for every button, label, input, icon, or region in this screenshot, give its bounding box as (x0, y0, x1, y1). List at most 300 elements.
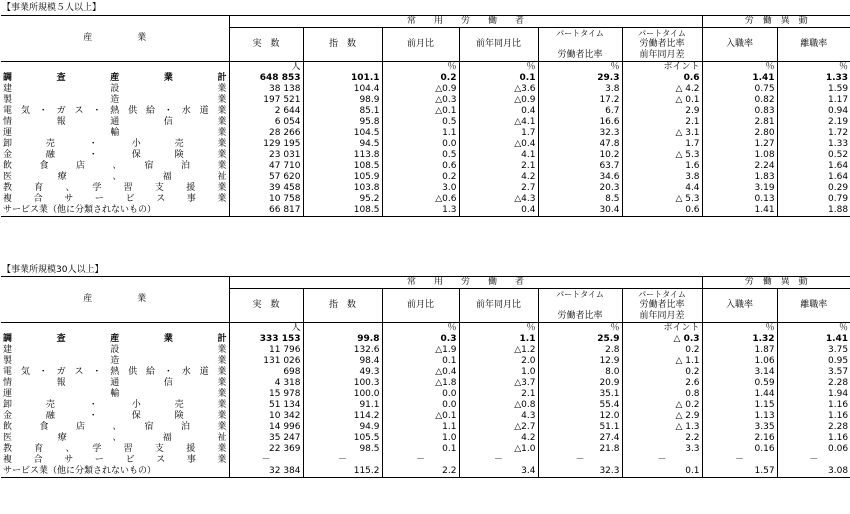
value-ptd: △ 5.3 (622, 194, 702, 205)
header-mom: 前月比 (382, 289, 459, 323)
value-actual: 28 266 (229, 128, 303, 139)
header-group-turnover: 労 働 異 動 (702, 16, 850, 28)
value-sep: 0.95 (828, 356, 849, 366)
table-row (1, 172, 850, 183)
value-index: 104.5 (303, 128, 382, 139)
value-ptd: △ 1.3 (622, 422, 702, 433)
value-yoy: △4.1 (459, 117, 538, 128)
value-yoy: 1.0 (459, 367, 538, 378)
value-hire: 0.82 (702, 95, 777, 106)
header-ptdiff-top: パートタイム (622, 289, 702, 301)
value-pt: 10.2 (538, 150, 622, 161)
value-sep: 1.17 (828, 95, 849, 105)
stats-table-5plus (1, 15, 850, 217)
table-row (1, 345, 850, 356)
value-mom: △0.9 (382, 84, 459, 95)
value-mom: 0.3 (382, 334, 459, 345)
industry-name: 情 報 通 信 業 (1, 378, 229, 389)
value-sep: 1.64 (828, 172, 849, 182)
value-actual: 22 369 (229, 444, 303, 455)
value-sep: 3.08 (777, 466, 850, 478)
value-hire: 1.57 (702, 466, 777, 478)
unit-row (1, 62, 850, 74)
value-yoy: 2.1 (459, 389, 538, 400)
table-body (1, 62, 850, 217)
table-row (1, 84, 850, 95)
value-actual: 23 031 (229, 150, 303, 161)
value-hire: 1.15 (702, 400, 777, 411)
value-mom: 0.0 (382, 139, 459, 150)
value-mom: 0.2 (382, 73, 459, 84)
industry-name: サービス業（他に分類されないもの） (1, 466, 229, 478)
table-row (1, 95, 850, 106)
value-sep: 2.19 (828, 117, 849, 127)
value-ptd: 3.3 (622, 444, 702, 455)
value-pt: 51.1 (538, 422, 622, 433)
header-ptdiff (622, 39, 702, 62)
value-index: 104.4 (303, 84, 382, 95)
header-yoy: 前年同月比 (459, 289, 538, 323)
value-sep: 0.29 (828, 183, 849, 193)
unit-cell: ％ (459, 62, 538, 74)
value-sep: 1.41 (825, 334, 849, 344)
unit-cell: ％ (839, 323, 849, 333)
value-pt: 17.2 (538, 95, 622, 106)
value-hire: 1.32 (702, 334, 777, 345)
value-actual: 32 384 (229, 466, 303, 478)
value-actual: 15 978 (229, 389, 303, 400)
table-row (1, 444, 850, 455)
value-actual: 2 644 (229, 106, 303, 117)
value-mom: 1.0 (382, 433, 459, 444)
value-index: 94.5 (303, 139, 382, 150)
table-row (1, 194, 850, 205)
header-ptdiff-line2: 前年同月差 (639, 311, 685, 321)
value-yoy: 2.7 (459, 183, 538, 194)
value-pt: 34.6 (538, 172, 622, 183)
value-ptd: △ 3.1 (622, 128, 702, 139)
table-row (1, 161, 850, 172)
value-index: 105.9 (303, 172, 382, 183)
value-actual: 10 758 (229, 194, 303, 205)
value-yoy: 2.0 (459, 356, 538, 367)
value-actual: 11 796 (229, 345, 303, 356)
value-actual: 35 247 (229, 433, 303, 444)
value-actual: 47 710 (229, 161, 303, 172)
header-actual: 実 数 (229, 289, 303, 323)
header-actual: 実 数 (229, 28, 303, 62)
value-actual: － (229, 455, 303, 466)
header-index: 指 数 (303, 28, 382, 62)
value-hire: 1.83 (702, 172, 777, 183)
value-yoy: △4.3 (459, 194, 538, 205)
value-pt: 2.8 (538, 345, 622, 356)
value-hire: 2.24 (702, 161, 777, 172)
value-hire: 2.81 (702, 117, 777, 128)
value-hire: 1.06 (702, 356, 777, 367)
value-pt: 32.3 (538, 466, 622, 478)
industry-name: 医 療 、 福 祉 (1, 172, 229, 183)
header-ptdiff-line2: 前年同月差 (639, 50, 685, 60)
value-mom: 3.0 (382, 183, 459, 194)
industry-name: 飲 食 店 、 宿 泊 業 (1, 422, 229, 433)
value-actual: 648 853 (229, 73, 303, 84)
header-hire: 入職率 (702, 289, 777, 323)
value-index: 105.5 (303, 433, 382, 444)
industry-name: 教 育 、 学 習 支 援 業 (1, 183, 229, 194)
industry-name: 卸 売 ・ 小 売 業 (1, 400, 229, 411)
value-mom: 1.3 (382, 205, 459, 217)
value-ptd: △ 0.1 (622, 95, 702, 106)
industry-name: 製 造 業 (1, 95, 229, 106)
value-index: 95.2 (303, 194, 382, 205)
table-row (1, 73, 850, 84)
value-mom: 1.1 (382, 422, 459, 433)
value-ptd: 4.4 (622, 183, 702, 194)
value-sep: 1.16 (828, 411, 849, 421)
value-index: 85.1 (303, 106, 382, 117)
value-sep: 0.79 (828, 194, 849, 204)
value-hire: 0.16 (702, 444, 777, 455)
value-index: 103.8 (303, 183, 382, 194)
value-index: 108.5 (303, 205, 382, 217)
value-pt: 3.8 (538, 84, 622, 95)
value-ptd: △ 0.3 (622, 334, 702, 345)
value-mom: 2.2 (382, 466, 459, 478)
value-hire: 0.13 (702, 194, 777, 205)
section-title-5plus: 【事業所規模５人以上】 (2, 3, 102, 13)
table-header (1, 277, 850, 323)
value-actual: 4 318 (229, 378, 303, 389)
value-yoy: △3.6 (459, 84, 538, 95)
value-pt: 32.3 (538, 128, 622, 139)
value-sep: 3.57 (828, 367, 849, 377)
unit-cell: ％ (382, 323, 459, 335)
value-sep: 1.59 (828, 84, 849, 94)
value-actual: 131 026 (229, 356, 303, 367)
value-yoy: △2.7 (459, 422, 538, 433)
table-row (1, 205, 850, 217)
value-hire: 3.14 (702, 367, 777, 378)
unit-row (1, 323, 850, 335)
header-sep: 離職率 (777, 28, 850, 62)
industry-name: サービス業（他に分類されないもの） (1, 205, 229, 217)
industry-name: 製 造 業 (1, 356, 229, 367)
value-yoy: 0.1 (459, 73, 538, 84)
value-mom: △0.1 (382, 106, 459, 117)
value-pt: 29.3 (538, 73, 622, 84)
table-row (1, 422, 850, 433)
value-sep: 3.75 (828, 345, 849, 355)
value-ptd: 1.7 (622, 139, 702, 150)
value-pt: 27.4 (538, 433, 622, 444)
value-index: 108.5 (303, 161, 382, 172)
value-pt: 55.4 (538, 400, 622, 411)
value-pt: － (538, 455, 622, 466)
value-yoy: △3.7 (459, 378, 538, 389)
value-yoy: △0.4 (459, 139, 538, 150)
value-hire: 2.80 (702, 128, 777, 139)
table-row (1, 334, 850, 345)
table-row (1, 139, 850, 150)
value-sep: 1.16 (828, 433, 849, 443)
value-index: 115.2 (303, 466, 382, 478)
value-index: 99.8 (303, 334, 382, 345)
industry-name: 調 査 産 業 計 (1, 73, 229, 84)
value-ptd: 2.2 (622, 433, 702, 444)
value-ptd: 2.9 (622, 106, 702, 117)
value-yoy: 4.2 (459, 433, 538, 444)
value-yoy: 4.2 (459, 172, 538, 183)
value-sep: 1.33 (828, 139, 849, 149)
industry-name: 運 輸 業 (1, 128, 229, 139)
value-mom: △0.1 (382, 411, 459, 422)
industry-name: 情 報 通 信 業 (1, 117, 229, 128)
industry-name: 卸 売 ・ 小 売 業 (1, 139, 229, 150)
industry-name: 調 査 産 業 計 (1, 334, 229, 345)
industry-name: 金 融 ・ 保 険 業 (1, 411, 229, 422)
unit-cell: ％ (538, 62, 622, 74)
value-hire: 3.35 (702, 422, 777, 433)
value-ptd: 0.1 (622, 466, 702, 478)
header-pt-top: パートタイム (538, 289, 622, 301)
industry-name: 電気・ガス・熱供給・水道業 (1, 367, 229, 378)
unit-cell: ポイント (622, 323, 702, 335)
unit-cell (303, 62, 382, 74)
header-pt-ratio: 労働者比率 (538, 300, 622, 323)
value-mom: 0.2 (382, 172, 459, 183)
table-row (1, 378, 850, 389)
value-yoy: 0.4 (459, 205, 538, 217)
table-row (1, 389, 850, 400)
value-ptd: 1.6 (622, 161, 702, 172)
value-hire: 3.19 (702, 183, 777, 194)
value-sep: 1.94 (828, 389, 849, 399)
unit-cell: ％ (538, 323, 622, 335)
table-row (1, 455, 850, 466)
value-sep: 1.16 (828, 400, 849, 410)
unit-cell: 人 (229, 62, 303, 74)
unit-cell (303, 323, 382, 335)
value-actual: 129 195 (229, 139, 303, 150)
table-row (1, 411, 850, 422)
value-ptd: 3.8 (622, 172, 702, 183)
value-sep: 2.28 (828, 378, 849, 388)
value-mom: △0.3 (382, 95, 459, 106)
value-mom: 0.5 (382, 117, 459, 128)
value-index: 113.8 (303, 150, 382, 161)
value-actual: 14 996 (229, 422, 303, 433)
table-row (1, 400, 850, 411)
unit-blank (1, 323, 229, 335)
header-ptdiff-line1: 労働者比率 (639, 39, 685, 49)
value-pt: 8.5 (538, 194, 622, 205)
value-hire: 1.41 (702, 73, 777, 84)
value-yoy: 4.1 (459, 150, 538, 161)
value-yoy: － (459, 455, 538, 466)
value-ptd: 0.6 (622, 205, 702, 217)
value-index: 98.5 (303, 444, 382, 455)
value-ptd: 0.2 (622, 345, 702, 356)
value-mom: 0.6 (382, 161, 459, 172)
table-row (1, 356, 850, 367)
industry-name: 建 設 業 (1, 84, 229, 95)
value-hire: － (702, 455, 777, 466)
value-mom: 0.0 (382, 389, 459, 400)
value-mom: 1.1 (382, 128, 459, 139)
section-title-30plus: 【事業所規模30人以上】 (2, 265, 104, 275)
value-index: 95.8 (303, 117, 382, 128)
value-mom: 0.1 (382, 356, 459, 367)
table-row (1, 433, 850, 444)
value-hire: 0.75 (702, 84, 777, 95)
unit-cell: ％ (459, 323, 538, 335)
header-sep: 離職率 (777, 289, 850, 323)
value-sep: － (809, 455, 819, 465)
value-actual: 333 153 (229, 334, 303, 345)
industry-name: 教 育 、 学 習 支 援 業 (1, 444, 229, 455)
value-mom: △1.8 (382, 378, 459, 389)
value-sep: 2.28 (828, 422, 849, 432)
value-pt: 35.1 (538, 389, 622, 400)
value-mom: △0.4 (382, 367, 459, 378)
header-yoy: 前年同月比 (459, 28, 538, 62)
value-hire: 0.59 (702, 378, 777, 389)
header-group-regular: 常 用 労 働 者 (229, 16, 702, 28)
header-group-turnover: 労 働 異 動 (702, 277, 850, 289)
header-index: 指 数 (303, 289, 382, 323)
value-ptd: 0.2 (622, 367, 702, 378)
value-yoy: 1.7 (459, 128, 538, 139)
value-sep: 1.33 (825, 73, 849, 83)
value-hire: 1.27 (702, 139, 777, 150)
value-hire: 1.08 (702, 150, 777, 161)
value-yoy: 0.4 (459, 106, 538, 117)
value-pt: 63.7 (538, 161, 622, 172)
table-row (1, 150, 850, 161)
unit-cell: ％ (382, 62, 459, 74)
unit-cell: ポイント (622, 62, 702, 74)
value-actual: 698 (229, 367, 303, 378)
value-index: 101.1 (303, 73, 382, 84)
value-hire: 2.16 (702, 433, 777, 444)
value-hire: 1.87 (702, 345, 777, 356)
header-mom: 前月比 (382, 28, 459, 62)
value-ptd: △ 2.9 (622, 411, 702, 422)
value-ptd: △ 1.1 (622, 356, 702, 367)
value-actual: 38 138 (229, 84, 303, 95)
header-ptdiff-top: パートタイム (622, 28, 702, 40)
value-yoy: 1.1 (459, 334, 538, 345)
value-yoy: △1.2 (459, 345, 538, 356)
value-yoy: 3.4 (459, 466, 538, 478)
industry-name: 複 合 サ ー ビ ス 事 業 (1, 194, 229, 205)
table-row (1, 367, 850, 378)
value-yoy: 4.3 (459, 411, 538, 422)
value-ptd: 0.8 (622, 389, 702, 400)
value-mom: 0.1 (382, 444, 459, 455)
value-ptd: △ 0.2 (622, 400, 702, 411)
value-mom: △1.9 (382, 345, 459, 356)
value-sep: 0.06 (828, 444, 849, 454)
value-index: 98.4 (303, 356, 382, 367)
value-sep: 1.64 (828, 161, 849, 171)
header-industry: 産 業 (1, 16, 229, 62)
value-index: 100.0 (303, 389, 382, 400)
value-pt: 20.9 (538, 378, 622, 389)
value-ptd: △ 4.2 (622, 84, 702, 95)
value-index: 98.9 (303, 95, 382, 106)
value-actual: 197 521 (229, 95, 303, 106)
value-pt: 47.8 (538, 139, 622, 150)
value-hire: 0.83 (702, 106, 777, 117)
value-sep: 0.52 (828, 150, 849, 160)
table-row (1, 466, 850, 478)
value-pt: 6.7 (538, 106, 622, 117)
value-pt: 16.6 (538, 117, 622, 128)
value-ptd: － (622, 455, 702, 466)
value-index: 100.3 (303, 378, 382, 389)
value-actual: 39 458 (229, 183, 303, 194)
unit-blank (1, 62, 229, 74)
table-row (1, 183, 850, 194)
value-pt: 8.0 (538, 367, 622, 378)
value-hire: 1.44 (702, 389, 777, 400)
value-pt: 12.0 (538, 411, 622, 422)
value-sep: 0.94 (828, 106, 849, 116)
unit-cell: 人 (229, 323, 303, 335)
value-yoy: △0.8 (459, 400, 538, 411)
header-group-regular: 常 用 労 働 者 (229, 277, 702, 289)
value-yoy: 2.1 (459, 161, 538, 172)
unit-cell: ％ (702, 323, 777, 335)
value-mom: 0.5 (382, 150, 459, 161)
table-row (1, 117, 850, 128)
value-hire: 1.13 (702, 411, 777, 422)
value-index: 114.2 (303, 411, 382, 422)
value-pt: 20.3 (538, 183, 622, 194)
header-industry: 産 業 (1, 277, 229, 323)
header-hire: 入職率 (702, 28, 777, 62)
table-row (1, 128, 850, 139)
industry-name: 建 設 業 (1, 345, 229, 356)
value-mom: － (382, 455, 459, 466)
value-index: 94.9 (303, 422, 382, 433)
industry-name: 飲 食 店 、 宿 泊 業 (1, 161, 229, 172)
value-ptd: 0.6 (622, 73, 702, 84)
value-hire: 1.41 (702, 205, 777, 217)
value-actual: 51 134 (229, 400, 303, 411)
value-pt: 21.8 (538, 444, 622, 455)
value-pt: 30.4 (538, 205, 622, 217)
industry-name: 医 療 、 福 祉 (1, 433, 229, 444)
header-pt-ratio: 労働者比率 (538, 39, 622, 62)
table-body (1, 323, 850, 478)
stats-table-30plus (1, 276, 850, 478)
value-pt: 25.9 (538, 334, 622, 345)
unit-cell: ％ (839, 62, 849, 72)
value-ptd: 2.1 (622, 117, 702, 128)
value-pt: 12.9 (538, 356, 622, 367)
value-actual: 57 620 (229, 172, 303, 183)
value-index: － (303, 455, 382, 466)
header-ptdiff (622, 300, 702, 323)
value-sep: 1.88 (777, 205, 850, 217)
table-row (1, 106, 850, 117)
header-row (1, 277, 850, 289)
header-ptdiff-line1: 労働者比率 (639, 300, 685, 310)
value-index: 49.3 (303, 367, 382, 378)
